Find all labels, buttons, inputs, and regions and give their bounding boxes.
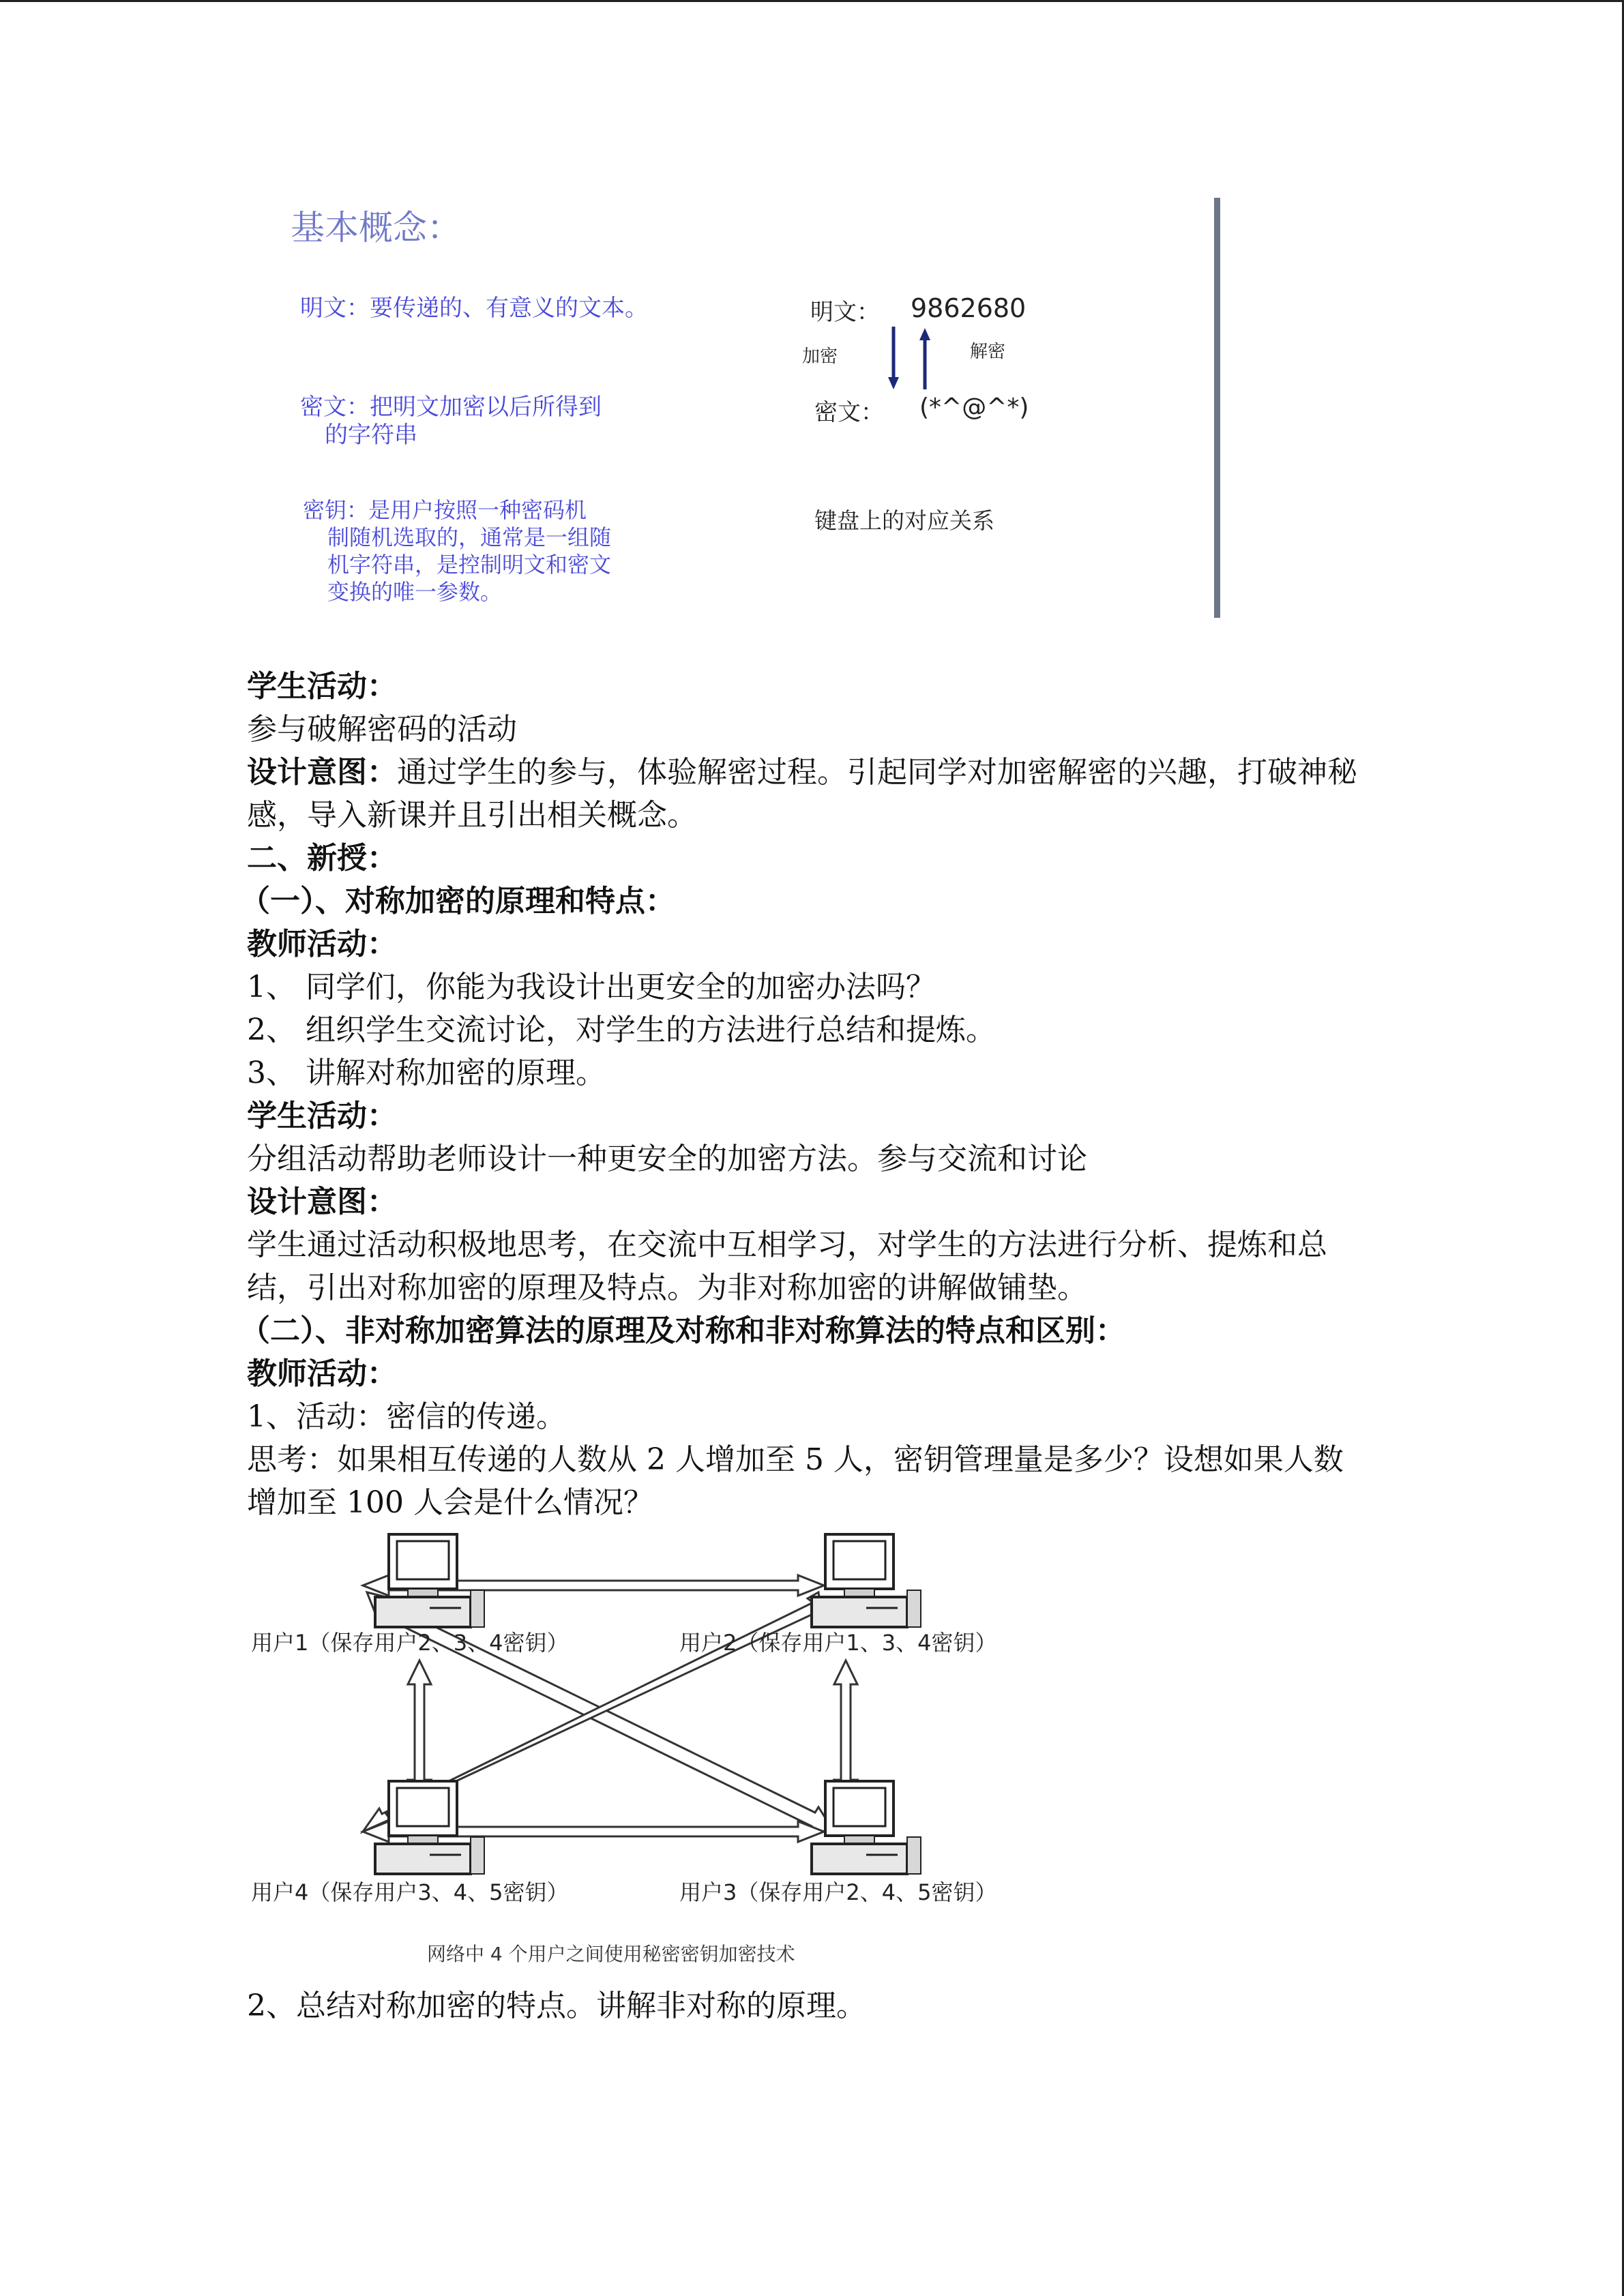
student-activity-heading-1: 学生活动： <box>247 669 397 704</box>
ciphertext-label: 密文： <box>814 399 884 426</box>
student-activity-text-2: 分组活动帮助老师设计一种更安全的加密方法。参与交流和讨论 <box>247 1142 1087 1176</box>
key-definition-line3: 机字符串，是控制明文和密文 <box>327 552 612 578</box>
ciphertext-definition-line2: 的字符串 <box>325 421 417 449</box>
user4-label: 用户4（保存用户3、4、5密钥） <box>251 1879 569 1905</box>
teacher-item-1: 1、 同学们，你能为我设计出更安全的加密办法吗？ <box>247 970 936 1004</box>
teacher-item-5: 2、总结对称加密的特点。讲解非对称的原理。 <box>247 1988 866 2023</box>
computer-icon-user2 <box>812 1534 921 1627</box>
student-activity-heading-2: 学生活动： <box>247 1099 397 1133</box>
design-intent-2-text: 学生通过活动积极地思考，在交流中互相学习，对学生的方法进行分析、提炼和总结，引出对称加密的原理及特点。为非对称加密的讲解做铺垫。 <box>247 1227 1327 1305</box>
key-definition-line2: 制随机选取的，通常是一组随 <box>327 524 612 550</box>
teacher-item-4: 1、活动：密信的传递。 <box>247 1399 566 1434</box>
slide-right-bar <box>1214 198 1220 618</box>
encrypt-label: 加密 <box>802 346 838 367</box>
design-intent-1-text: 通过学生的参与，体验解密过程。引起同学对加密解密的兴趣，打破神秘感，导入新课并且引出相关概念。 <box>247 755 1357 833</box>
encrypt-decrypt-arrows <box>880 324 934 392</box>
subsection-asymmetric: （二）、非对称加密算法的原理及对称和非对称算法的特点和区别： <box>240 1313 1125 1348</box>
ciphertext-definition-line1: 密文：把明文加密以后所得到 <box>300 393 602 421</box>
think-question: 思考：如果相互传递的人数从 2 人增加至 5 人，密钥管理量是多少？设想如果人数增加至 100 人会是什么情况？ <box>247 1442 1344 1520</box>
decrypt-label: 解密 <box>970 342 1006 362</box>
down-arrow-icon <box>888 327 899 389</box>
key-definition-line4: 变换的唯一参数。 <box>327 579 503 605</box>
design-intent-1-label: 设计意图： <box>247 755 397 790</box>
concept-slide <box>273 191 1228 621</box>
design-intent-1 <box>247 751 1365 837</box>
user1-label: 用户1（保存用户2、3、4密钥） <box>251 1630 569 1656</box>
teacher-item-3: 3、 讲解对称加密的原理。 <box>247 1056 606 1090</box>
computer-icon-user3 <box>812 1781 921 1874</box>
student-activity-text-1: 参与破解密码的活动 <box>247 712 517 747</box>
network-key-diagram <box>246 1527 1030 1978</box>
section-new-lesson: 二、新授： <box>247 841 397 876</box>
teacher-item-2: 2、 组织学生交流讨论，对学生的方法进行总结和提炼。 <box>247 1013 996 1047</box>
plaintext-definition: 明文：要传递的、有意义的文本。 <box>300 295 648 322</box>
keyboard-mapping-note: 键盘上的对应关系 <box>814 507 994 534</box>
diagram-caption: 网络中 4 个用户之间使用秘密密钥加密技术 <box>427 1943 795 1965</box>
up-arrow-icon <box>919 328 930 389</box>
key-definition-line1: 密钥：是用户按照一种密码机 <box>303 497 587 523</box>
plaintext-label: 明文： <box>810 299 880 326</box>
plaintext-value: 9862680 <box>911 293 1027 323</box>
user3-label: 用户3（保存用户2、4、5密钥） <box>679 1879 997 1905</box>
page-top-border <box>0 0 1624 2</box>
slide-title: 基本概念： <box>291 208 461 248</box>
teacher-activity-heading-1: 教师活动： <box>247 927 397 961</box>
design-intent-2-label: 设计意图： <box>247 1184 397 1219</box>
ciphertext-value: (*^@^*) <box>919 393 1029 421</box>
user2-label: 用户2（保存用户1、3、4密钥） <box>679 1630 997 1656</box>
teacher-activity-heading-2: 教师活动： <box>247 1356 397 1391</box>
subsection-symmetric: （一）、对称加密的原理和特点： <box>240 884 675 919</box>
